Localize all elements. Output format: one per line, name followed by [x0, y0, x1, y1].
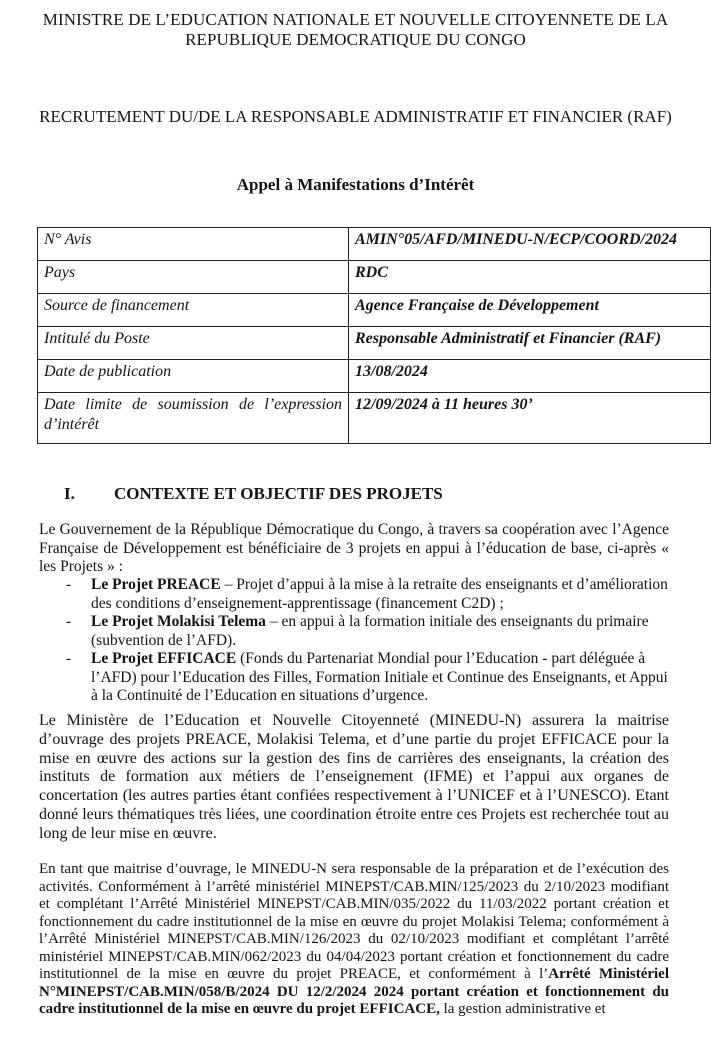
project-name: Le Projet PREACE [91, 576, 221, 593]
ownership-paragraph [39, 861, 669, 1019]
row-label-avis: N° Avis [38, 228, 349, 261]
row-value-poste: Responsable Administratif et Financier (RAF) [349, 327, 711, 360]
row-value-publication: 13/08/2024 [349, 360, 711, 393]
project-description: – en appui à la formation initiale des enseignants du primaire (subvention de l’AFD). [91, 613, 649, 649]
table-row [38, 261, 711, 294]
list-item [66, 576, 672, 613]
row-label-financement: Source de financement [38, 294, 349, 327]
section-number: I. [64, 484, 75, 503]
list-dash: - [66, 650, 72, 667]
project-description: – Projet d’appui à la mise à la retraite des enseignants et d’amélioration des conditions d’enseignement-apprentissage (financement C2D) ; [91, 576, 668, 612]
ministry-header: MINISTRE DE L’EDUCATION NATIONALE ET NOUVELLE CITOYENNETE DE LA REPUBLIQUE DEMOCRATIQUE DU CONGO [42, 10, 669, 49]
row-label-pays: Pays [38, 261, 349, 294]
table-row [38, 294, 711, 327]
ownership-decree-bold: Arrêté Ministériel N°MINEPST/CAB.MIN/058/B/2024 DU 12/2/2024 2024 portant création et fonctionnement du cadre institutionnel de la mise en œuvre du projet EFFICACE, [39, 966, 669, 1017]
row-label-date-limite: Date limite de soumission de l’expression d’intérêt [38, 393, 349, 444]
table-row [38, 327, 711, 360]
list-item [66, 613, 672, 650]
project-description: (Fonds du Partenariat Mondial pour l’Education - part déléguée à l’AFD) pour l’Education des Filles, Formation Initiale et Continue des Enseignants, et Appui à la Continuité de l’Education en situations d’urgence. [91, 650, 668, 704]
section-heading [64, 484, 443, 504]
row-value-financement: Agence Française de Développement [349, 294, 711, 327]
notice-info-table [37, 227, 711, 444]
table-row [38, 228, 711, 261]
table-row [38, 360, 711, 393]
recruitment-title: RECRUTEMENT DU/DE LA RESPONSABLE ADMINISTRATIF ET FINANCIER (RAF) [39, 107, 672, 126]
ministry-role-paragraph: Le Ministère de l’Education et Nouvelle Citoyenneté (MINEDU-N) assurera la maitrise d’ouvrage des projets PREACE, Molakisi Telema, et d’une partie du projet EFFICACE pour la mise en œuvre des actions sur la gestion des fins de carrières des enseignants, la création des instituts de formation aux métiers de l’enseignement (IFME) et l’appui aux organes de concertation (les autres parties étant confiées respectivement à l’UNICEF et à l’UNESCO). Etant donné leurs thématiques très liées, une coordination étroite entre ces Projets est recherchée tout au long de leur mise en œuvre. [39, 712, 669, 842]
project-name: Le Projet Molakisi Telema [91, 613, 266, 630]
table-row [38, 393, 711, 444]
row-value-pays: RDC [349, 261, 711, 294]
row-value-date-limite: 12/09/2024 à 11 heures 30’ [349, 393, 711, 444]
list-dash: - [66, 613, 72, 630]
project-name: Le Projet EFFICACE [91, 650, 237, 667]
row-label-poste: Intitulé du Poste [38, 327, 349, 360]
project-list [66, 576, 672, 706]
row-value-avis: AMIN°05/AFD/MINEDU-N/ECP/COORD/2024 [349, 228, 711, 261]
intro-paragraph: Le Gouvernement de la République Démocratique du Congo, à travers sa coopération avec l’Agence Française de Développement est bénéficiaire de 3 projets en appui à l’éducation de base, ci-après « les Projets » : [39, 521, 669, 575]
ownership-text-start: En tant que maitrise d’ouvrage, le MINEDU-N sera responsable de la préparation et de l’exécution des activités. Conformément à l’arrêté ministériel MINEPST/CAB.MIN/125/2023 du 2/10/2023 modifiant et complétant l’Arrêté Ministériel MINEPST/CAB.MIN/035/2022 du 11/03/2022 portant création et fonctionnement du cadre institutionnel de la mise en œuvre du projet Molakisi Telema; conformément à l’Arrêté Ministériel MINEPST/CAB.MIN/126/2023 du 02/10/2023 modifiant et complétant l’arrêté ministériel MINEPST/CAB.MIN/062/2023 du 04/04/2023 portant création et fonctionnement du cadre institutionnel de la mise en œuvre du projet PREACE, et conformément à l’ [39, 861, 669, 982]
list-item [66, 650, 672, 706]
notice-title: Appel à Manifestations d’Intérêt [236, 175, 475, 194]
section-title: CONTEXTE ET OBJECTIF DES PROJETS [114, 484, 443, 503]
list-dash: - [66, 576, 72, 593]
ownership-text-end: la gestion administrative et [439, 1001, 606, 1017]
row-label-publication: Date de publication [38, 360, 349, 393]
